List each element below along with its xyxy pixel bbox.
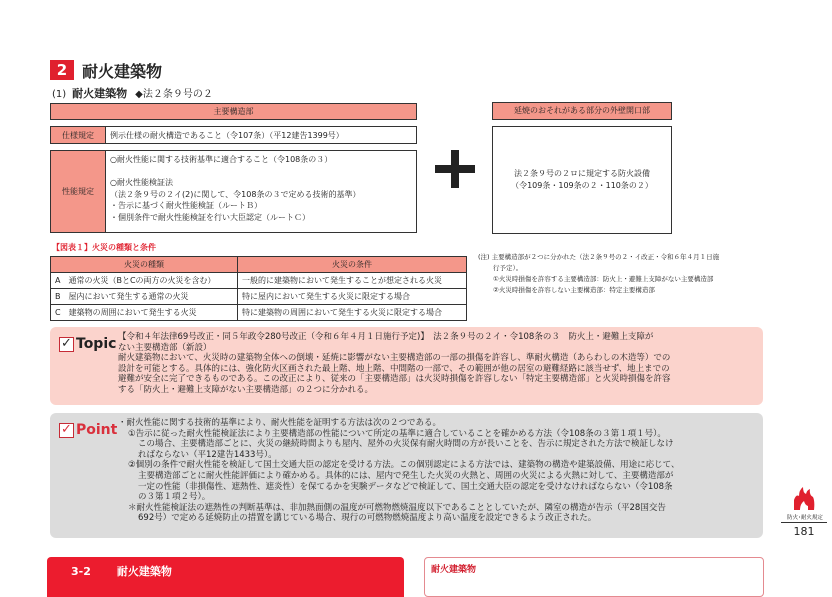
column-header: 火災の条件 <box>238 257 467 273</box>
table-row <box>51 273 467 289</box>
main-structure-header: 主要構造部 <box>50 103 417 120</box>
note-line: (注) 主要構造部が２つに分かれた（法２条９号の２・イ改正・令和６年４月１日施 <box>478 253 720 261</box>
topic-line: 耐火建築物において、火災時の建築物全体への倒壊・延焼に影響がない主要構造部の一部の損傷を許容し、準耐火構造（あらわしの木造等）での <box>118 353 671 364</box>
point-line: 主要構造部ごとに耐火性能評価により確かめる。具体的には、屋内で発生した火災の火熱と、周囲の火災による火熱に対して、主要構造部が <box>138 470 674 481</box>
column-header: 火災の種類 <box>51 257 238 273</box>
point-tag <box>59 423 117 438</box>
note-line: ②火災時損傷を許容しない主要構造部：特定主要構造部 <box>493 286 655 294</box>
page-divider <box>781 522 827 523</box>
subheading-index: (1) <box>52 89 67 100</box>
section-number: 2 <box>50 60 74 80</box>
checkbox-icon: ✓ <box>59 337 74 352</box>
spec-label: 仕様規定 <box>51 127 106 143</box>
point-line: ＊耐火性能検証法の遮熱性の判断基準は、非加熱面側の温度が可燃物燃焼温度以下であることとしていたが、隣室の構造が告示（平28国交告 <box>128 502 666 513</box>
topic-box <box>50 327 763 405</box>
point-line: ればならない（平12建告1433号）。 <box>138 449 277 460</box>
perf-line <box>110 166 360 178</box>
fire-icon <box>790 484 818 512</box>
point-line: ①告示に従った耐火性能検証法により主要構造部の性能について所定の基準に適合していることを確かめる方法（令108条の３第１項１号）。 <box>128 428 666 439</box>
note <box>478 252 778 296</box>
point-line: ・耐火性能に関する技術的基準により、耐火性能を証明する方法は次の２つである。 <box>118 418 442 428</box>
topic-line: 【令和４年法律69号改正・同５年政令280号改正（令和６年４月１日施行予定)】 法２条９号の２イ・令108条の３ 防火上・避難上支障が <box>118 332 654 342</box>
opening-box <box>492 126 672 234</box>
perf-line: （法２条９号の２イ(2)に関して、令108条の３で定める技術的基準） <box>110 189 361 199</box>
table-header-row <box>51 257 467 273</box>
subheading-title: 耐火建築物 <box>72 87 128 100</box>
note-line: 行予定）。 <box>493 264 523 272</box>
note-line: ①火災時損傷を許容する主要構造部：防火上・避難上支障がない主要構造部 <box>493 275 714 283</box>
opening-line: （令109条・109条の２・110条の２） <box>511 181 653 190</box>
table-cell: C 建築物の周囲において発生する火災 <box>51 305 238 321</box>
topic-tag <box>59 337 116 352</box>
point-line: ②個別の条件で耐火性能を検証して国土交通大臣の認定を受ける方法。この個別認定による方法では、建築物の構造や建築設備、用途に応じて、 <box>128 460 680 471</box>
point-box <box>50 413 763 538</box>
point-line: の３第１項２号）。 <box>138 492 211 503</box>
point-line: 692号）で定める延焼防止の措置を講じている場合、現行の可燃物燃焼温度より高い温度を設定できるよう改正された。 <box>138 513 597 524</box>
footer-right-box: 耐火建築物 <box>424 557 764 597</box>
perf-line: ○耐火性能検証法 <box>110 178 173 187</box>
perf-line: ・個別条件で耐火性能検証を行い大臣認定（ルートＣ） <box>110 212 310 222</box>
topic-line: する「防火上・避難上支障がない主要構造部」の２つに分かれる。 <box>118 384 374 395</box>
topic-label: Topic <box>76 336 117 353</box>
point-line: 一定の性能（非損傷性、遮熱性、遮炎性）を保てるかを実験データなどで検証して、国土交通大臣の認定を受けなければならない（令108条 <box>138 481 673 492</box>
footer-section-number: 3-2 <box>71 565 91 578</box>
page-number: 181 <box>793 525 815 538</box>
side-label: 防火･耐火規定 <box>787 515 823 521</box>
spec-text: 例示仕様の耐火構造であること（令107条）（平12建告1399号） <box>110 131 344 140</box>
opening-header: 延焼のおそれがある部分の外壁開口部 <box>492 102 672 120</box>
table-row <box>51 305 467 321</box>
opening-line: 法２条９号の２ロに規定する防火設備 <box>514 169 650 178</box>
footer-section-bar <box>47 557 404 597</box>
topic-line: 設計を可能とする。具体的には、強化防火区画された最上階、地上階、中間階の一部で、その範囲が他の居室の避難経路に該当せず、地上までの <box>118 363 670 374</box>
perf-line: ・告示に基づく耐火性能検証（ルートＢ） <box>110 201 262 210</box>
table-cell: 特に屋内において発生する火災に限定する場合 <box>238 289 467 305</box>
perf-label: 性能規定 <box>51 151 106 232</box>
perf-text <box>106 151 364 232</box>
subheading-ref: ◆法２条９号の２ <box>135 89 213 100</box>
checkbox-icon: ✓ <box>59 423 74 438</box>
footer-section-title: 耐火建築物 <box>116 565 172 578</box>
subheading <box>52 85 213 101</box>
plus-icon-bar <box>435 165 475 173</box>
page-title: 耐火建築物 <box>82 62 163 81</box>
topic-line: 避難が安全に完了できるものである。この改正により、従来の「主要構造部」は火災時損傷を許容しない「特定主要構造部」と火災時損傷を許容 <box>118 374 671 385</box>
table-cell: 特に建築物の周囲において発生する火災に限定する場合 <box>238 305 467 321</box>
table-cell: 一般的に建築物において発生することが想定される火災 <box>238 273 467 289</box>
table-cell: A 通常の火災（BとCの両方の火災を含む） <box>51 273 238 289</box>
perf-row <box>50 150 417 233</box>
topic-line: ない主要構造部（新設） <box>118 342 212 353</box>
fire-types-table <box>50 256 467 321</box>
spec-row <box>50 126 417 144</box>
table-cell: B 屋内において発生する通常の火災 <box>51 289 238 305</box>
table-caption: 【図表１】火災の種類と条件 <box>52 243 156 252</box>
perf-line: ○耐火性能に関する技術基準に適合すること（令108条の３） <box>110 155 333 164</box>
point-label: Point <box>76 422 118 439</box>
table-row <box>51 289 467 305</box>
point-line: この場合、主要構造部ごとに、火災の継続時間よりも屋内、屋外の火災保有耐火時間の方が長いことを、告示に規定された方法で検証しなけ <box>138 439 674 450</box>
